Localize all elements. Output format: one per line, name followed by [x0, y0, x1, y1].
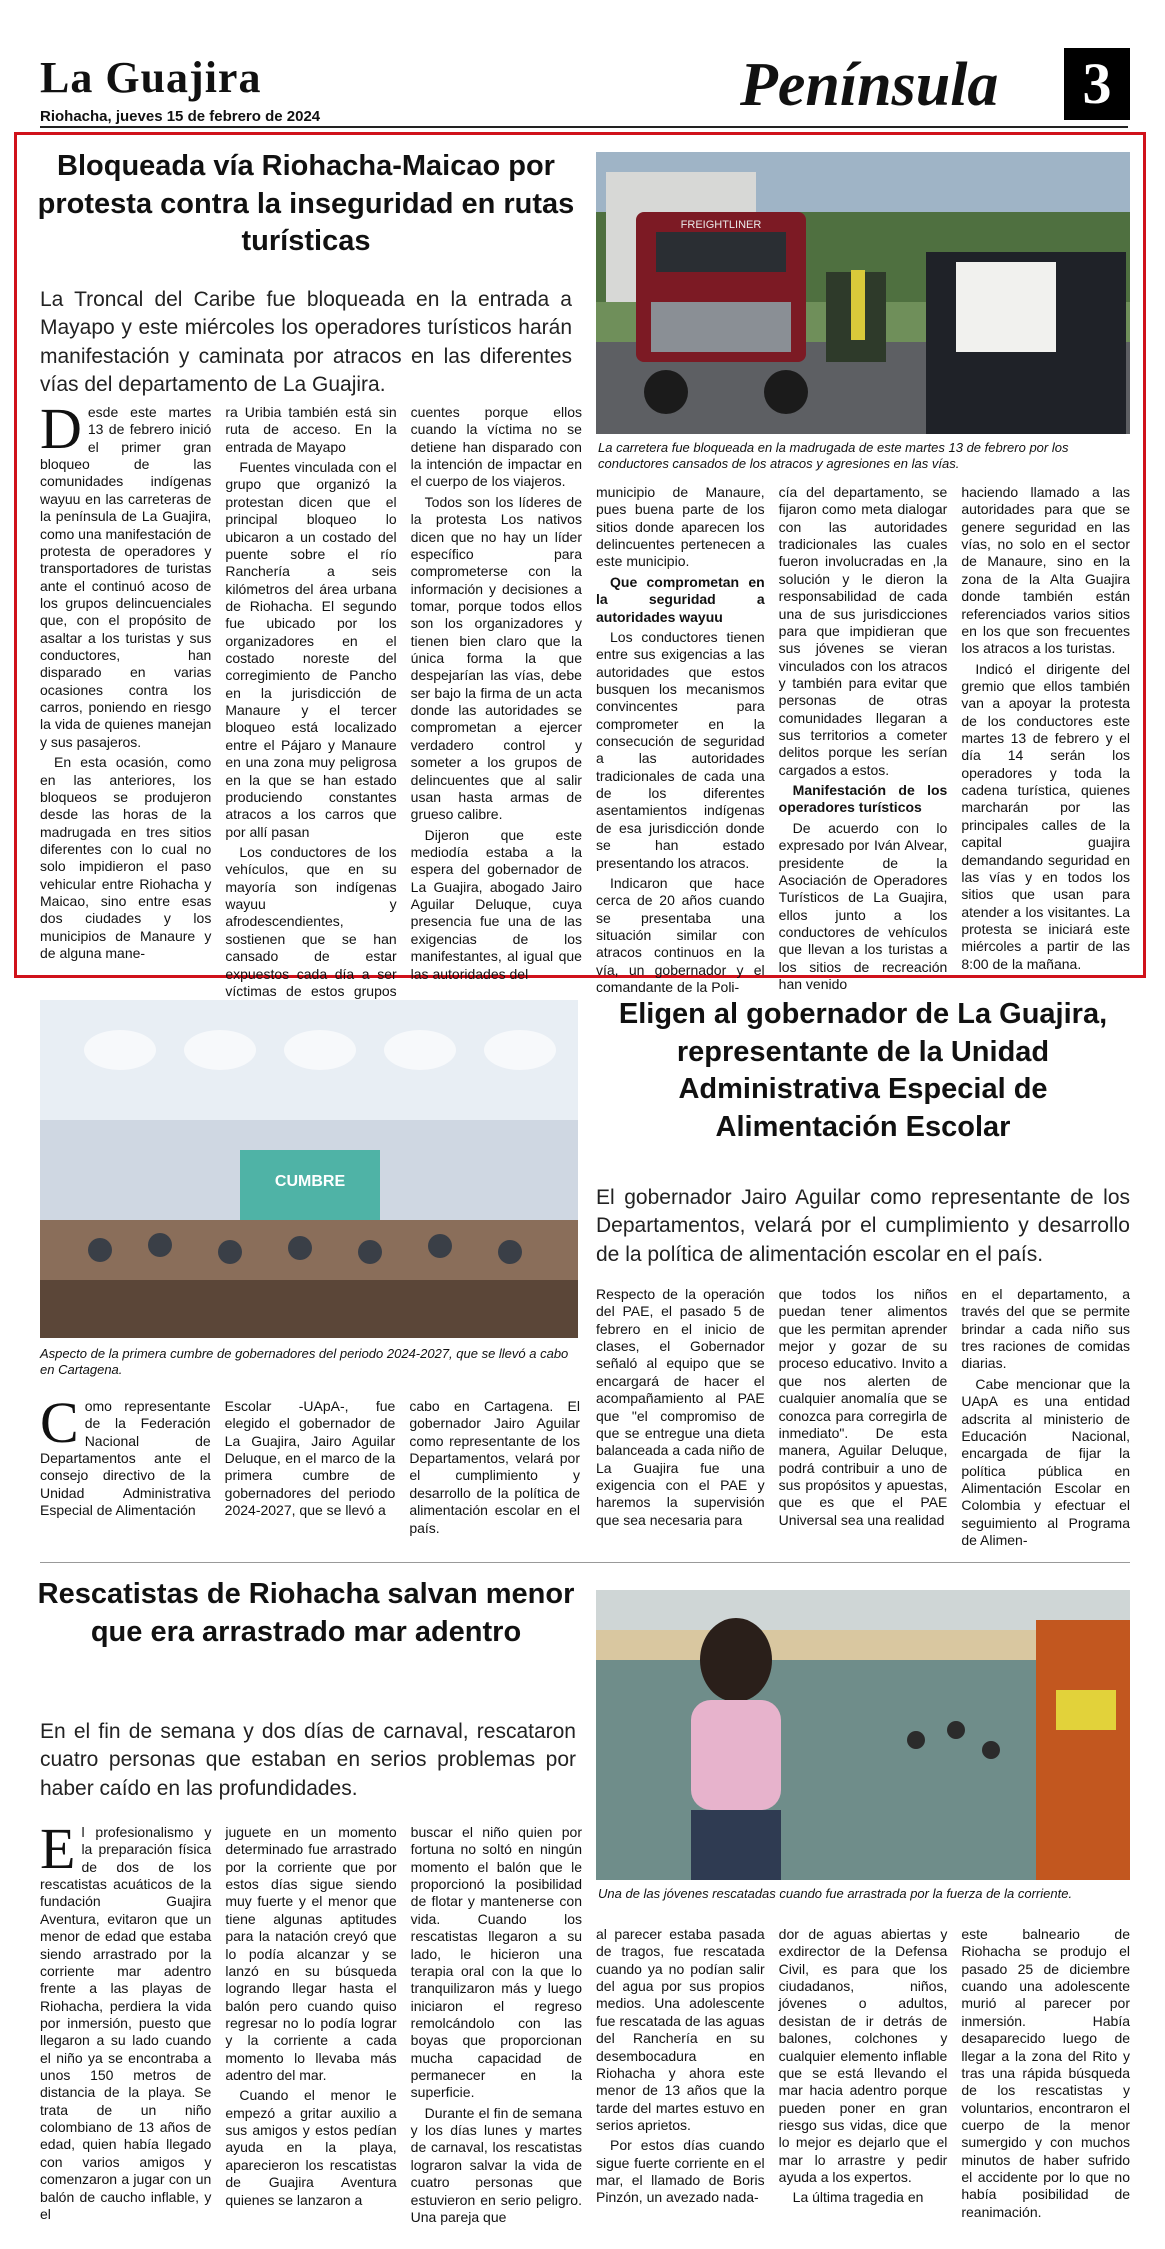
dropcap: D [40, 396, 82, 461]
dropcap: C [40, 1390, 79, 1455]
story2-photo [40, 1000, 578, 1338]
paragraph: omo representante de la Federación Nacional de Departamentos ante el consejo directivo de la Unidad Administrativa Especial de Alimentación [40, 1398, 211, 1519]
paragraph: Durante el fin de semana y los días lunes y martes de carnaval, los rescatistas lograron salvar la vida de cuatro personas que estuvieron en serio peligro. Una pareja que [410, 2104, 582, 2225]
story2-headline: Eligen al gobernador de La Guajira, representante de la Unidad Administrativa Especial de Alimentación Escolar [618, 998, 1108, 1144]
story3-col-1 [40, 1816, 212, 2224]
story2-col-3 [409, 1398, 580, 1548]
paragraph: Fuentes vinculada con el grupo que organizó la protestan dicen que el principal bloqueo lo ubicaron a un costado del puente sobre el río Ranchería a seis kilómetros del área urbana de Riohacha. El segundo fue ubicado por los organizadores en el costado noreste del corregimiento de Pancho en la jurisdicción de Manaure y el tercer bloqueo está localizado entre el Pájaro y Manaure en una zona muy peligrosa en la que se han estado produciendo constantes atracos a los carros que por allí pasan [225, 459, 397, 840]
section-title: Península [740, 51, 999, 119]
story1-deck: La Troncal del Caribe fue bloqueada en la entrada a Mayapo y este miércoles los operadores turísticos harán manifestación y caminata por atracos en las diferentes vías del departamento de La Guajira. [40, 288, 572, 397]
story3-col-2 [225, 1824, 396, 2224]
paragraph: haciendo llamado a las autoridades para que se genere seguridad en las vías, no solo en el sector de Manaure, sino en la zona de la Alta Guajira donde también están referenciados varios sitios en los que son frecuentes los atracos a los turistas. [961, 484, 1131, 657]
story2-col-2 [225, 1398, 396, 1548]
subheading: Que comprometan en la seguridad a autoridades wayuu [596, 573, 765, 625]
paragraph: juguete en un momento determinado fue arrastrado por la corriente que por estos días sigue siendo muy fuerte y el menor que tiene algunas aptitudes para la natación creyó que lo podía alcanzar y se lanzó en su búsqueda logrando llegar hasta el balón pero cuando quiso regresar no lo podía lograr y la corriente a cada momento lo llevaba más adentro del mar. [225, 1824, 397, 2084]
story3-headline: Rescatistas de Riohacha salvan menor que era arrastrado mar adentro [37, 1578, 575, 1648]
paragraph: en el departamento, a través del que se permite brindar a cada niño sus tres raciones de comidas diarias. [961, 1286, 1131, 1372]
story1-col-2 [225, 404, 397, 999]
paragraph: Respecto de la operación del PAE, el pasado 5 de febrero en el inicio de clases, el Gobernador señaló al equipo que se encargará de hacer el acompañamiento al PAE que "el compromiso de que se entregue una dieta balanceada a cada niño de La Guajira fue una exigencia con el PAE y haremos la supervisión que sea necesaria para [596, 1286, 765, 1528]
paragraph: Dijeron que este mediodía estaba a la espera del gobernador de La Guajira, abogado Jairo Aguilar Deluque, cuya presencia fue una de las exigencias de los manifestantes, al igual que las autoridades del [410, 826, 582, 982]
story2-col-5 [779, 1286, 948, 1548]
story3-col-4 [596, 1926, 765, 2224]
newspaper-brand: La Guajira [40, 53, 262, 102]
story3-photo [596, 1590, 1130, 1880]
paragraph: este balneario de Riohacha se produjo el pasado 25 de diciembre cuando una adolescente murió al parecer por inmersión. Había desaparecido luego de llegar a la zona del Rito y tras una rápida búsqueda de los rescatistas y voluntarios, encontraron el cuerpo de la menor sumergido y con muchos minutos de haber sufrido el accidente por lo que no había posibilidad de reanimación. [961, 1926, 1131, 2220]
paragraph: Indicó el dirigente del gremio que ellos también van a apoyar la protesta de los conductores este martes 13 de febrero y el día 14 serán los operadores y toda la cadena turística, quienes marcharán por las principales calles de la capital guajira demandando seguridad en las vías y en todos los sitios que usan para atender a los visitantes. La protesta se iniciará este miércoles a partir de las 8:00 de la mañana. [961, 660, 1131, 972]
paragraph: Los conductores de los vehículos, que en su mayoría son indígenas wayuu y afrodescendientes, sostienen que se han cansado de estar expuestos cada día a ser víctimas de estos grupos [225, 843, 397, 999]
paragraph: De acuerdo con lo expresado por Iván Alvear, presidente de la Asociación de Operadores Turísticos de La Guajira, ellos junto a los conductores de vehículos que llevan a los turistas a los sitios de recreación han venido [778, 819, 948, 993]
paragraph: al parecer estaba pasada de tragos, fue rescatada cuando ya no podían salir del agua por sus propios medios. Una adolescente fue rescatada de las aguas del Ranchería en su desembocadura en Riohacha y ahora este menor de 13 años que la tarde del martes estuvo en serios aprietos. [596, 1926, 765, 2133]
story1-col-6 [961, 484, 1131, 972]
story3-col-6 [961, 1926, 1130, 2224]
story1-col-3 [410, 404, 582, 982]
story-divider [40, 1562, 1130, 1563]
paragraph: municipio de Manaure, pues buena parte de los sitios donde aparecen los delincuentes pertenecen a este municipio. [596, 484, 765, 570]
story1-columns-right [596, 484, 1131, 996]
paragraph: dor de aguas abiertas y exdirector de la Defensa Civil, es para que los ciudadanos, niños, jóvenes o adultos, desistan de ir detrás de balones, colchones y cualquier elemento inflable que se está llevando el mar hacia adentro porque pueden poner en gran riesgo sus vidas, dice que lo mejor es dejarlo que el mar lo arrastre y pedir ayuda a los expertos. [778, 1926, 948, 2186]
story3-col-5 [779, 1926, 948, 2224]
story1-headline: Bloqueada vía Riohacha-Maicao por protesta contra la inseguridad en rutas turísticas [37, 150, 575, 258]
paragraph: esde este martes 13 de febrero inició el primer gran bloqueo de las comunidades indígenas wayuu en las carreteras de la península de La Guajira, como una manifestación de protesta de operadores y transportadores de turistas ante el continuó acoso de los grupos delincuenciales que, con el propósito de asaltar a los turistas y sus conductores, han disparado en varias ocasiones contra los carros, poniendo en riesgo la vida de quienes manejan y sus pasajeros. [40, 404, 212, 750]
story3-deck: En el fin de semana y dos días de carnaval, rescataron cuatro personas que estaban en serios problemas por haber caído en las profundidades. [40, 1720, 576, 1800]
story2-columns-left [40, 1390, 581, 1548]
paragraph: Por estos días cuando sigue fuerte corriente en el mar, el llamado de Boris Pinzón, un avezado nada- [596, 2137, 765, 2206]
paragraph: Indicaron que hace cerca de 20 años cuando se presentaba una situación similar con atracos continuos en la vía, un gobernador y el comandante de la Poli- [596, 874, 765, 996]
story2-col-1 [40, 1390, 211, 1548]
story3-columns-right [596, 1926, 1130, 2224]
paragraph: l profesionalismo y la preparación física de dos de los rescatistas acuáticos de la fundación Guajira Aventura, evitaron que un menor de edad que estaba siendo arrastrado por la corriente mar adentro frente a las playas de Riohacha, perdiera la vida por inmersión, puesto que llegaron a su lado cuando el niño ya se encontraba a unos 150 metros de distancia de la playa. Se trata de un niño colombiano de 13 años de edad, quien había llegado con varios amigos y comenzaron a jugar con un balón de caucho inflable, y el [40, 1824, 212, 2222]
story1-columns-left [40, 396, 582, 999]
truck-brand-text: FREIGHTLINER [680, 219, 762, 231]
paragraph: buscar el niño quien por fortuna no soltó en ningún momento el balón que le proporcionó la posibilidad de flotar y mantenerse con vida. Cuando los rescatistas llegaron a su lado, le hicieron una terapia oral con la que lo tranquilizaron más y luego iniciaron el regreso remolcándolo con las boyas que proporcionan mucha capacidad de permanecer en la superficie. [410, 1824, 582, 2101]
paragraph: cabo en Cartagena. El gobernador Jairo Aguilar como representante de los Departamentos, velará por el cumplimiento y desarrollo de la política de alimentación escolar en el país. [409, 1398, 581, 1536]
paragraph: que todos los niños puedan tener alimentos que les permitan aprender mejor y gozar de su proceso educativo. Invito a que nos alerten de cualquier anomalía que se conozca para corregirla de inmediato". De esta manera, Aguilar Deluque, podrá contribuir a uno de sus propósitos y apuestas, que es que el PAE Universal sea una realidad [778, 1286, 948, 1528]
dateline: Riohacha, jueves 15 de febrero de 2024 [40, 108, 321, 125]
story3-columns-left [40, 1816, 582, 2225]
story2-deck: El gobernador Jairo Aguilar como representante de los Departamentos, velará por el cumplimiento y desarrollo de la política de alimentación escolar en el país. [596, 1186, 1130, 1266]
story2-columns-right [596, 1286, 1130, 1548]
paragraph: Todos son los líderes de la protesta Los nativos dicen que no hay un líder específico para comprometerse con la información y decisiones a tomar, porque todos ellos son los organizadores y tienen bien claro que la única forma la que despejarían las vías, debe ser bajo la firma de un acta donde las autoridades se comprometan a ejercer verdadero control y someter a los grupos de delincuentes que al salir usan hasta armas de grueso calibre. [410, 493, 582, 823]
paragraph: cía del departamento, se fijaron como meta dialogar con las autoridades tradicionales las cuales fueron involucradas en ,la solución y le dieron la responsabilidad de cada una de sus jurisdicciones para que impidieran que sus jóvenes se vieran vinculados con los atracos y también para evitar que personas de otras comunidades llegaran a sus territorios a cometer delitos porque les serían cargados a estos. [778, 484, 948, 778]
story2-col-6 [961, 1286, 1130, 1548]
story2-photo-caption: Aspecto de la primera cumbre de gobernadores del periodo 2024-2027, que se llevó a cabo en Cartagena. [40, 1346, 569, 1378]
story1-col-4 [596, 484, 765, 996]
subheading: Manifestación de los operadores turísticos [778, 782, 948, 816]
paragraph: En esta ocasión, como en las anteriores, los bloqueos se produjeron desde las horas de la madrugada en tres sitios diferentes con lo cual no solo impidieron el paso vehicular entre Riohacha y Maicao, sino entre esas dos ciudades y los municipios de Manaure y de alguna mane- [40, 754, 212, 962]
story3-col-3 [411, 1824, 582, 2224]
story1-photo [596, 152, 1130, 434]
paragraph: Los conductores tienen entre sus exigencias a las autoridades que estos busquen los mecanismos convincentes para comprometer en la consecución de seguridad a las autoridades tradicionales de cada una de los diferentes asentamientos indígenas de esa jurisdicción donde se han estado presentando los atracos. [596, 628, 765, 871]
story1-photo-caption: La carretera fue bloqueada en la madrugada de este martes 13 de febrero por los conductores cansados de los atracos y agresiones en las vías. [598, 440, 1069, 472]
paragraph: cuentes porque ellos cuando la víctima no se detiene han disparado con la intención de impactar en el cuerpo de los viajeros. [410, 404, 582, 490]
banner-text: CUMBRE [274, 1173, 346, 1190]
dropcap: E [40, 1816, 76, 1881]
paragraph: Cabe mencionar que la UApA es una entidad adscrita al ministerio de Educación Nacional, encargada de fijar la política pública en Alimentación Escolar en Colombia y efectuar el seguimiento al Programa de Alimen- [961, 1375, 1131, 1549]
paragraph: Escolar -UApA-, fue elegido el gobernador de La Guajira, Jairo Aguilar Deluque, en el marco de la primera cumbre de gobernadores del periodo 2024-2027, que se llevó a [224, 1398, 396, 1519]
masthead-rule [40, 126, 1128, 128]
story1-col-1 [40, 396, 212, 964]
story1-col-5 [778, 484, 948, 993]
page-number: 3 [1064, 48, 1130, 120]
story3-photo-caption: Una de las jóvenes rescatadas cuando fue arrastrada por la fuerza de la corriente. [598, 1886, 1073, 1901]
paragraph: Cuando el menor le empezó a gritar auxilio a sus amigos y estos pedían ayuda en la playa, aparecieron los rescatistas de Guajira Aventura quienes se lanzaron a [225, 2087, 397, 2208]
paragraph: ra Uribia también está sin ruta de acceso. En la entrada de Mayapo [225, 404, 397, 455]
paragraph: La última tragedia en [792, 2189, 924, 2206]
story2-col-4 [596, 1286, 765, 1548]
